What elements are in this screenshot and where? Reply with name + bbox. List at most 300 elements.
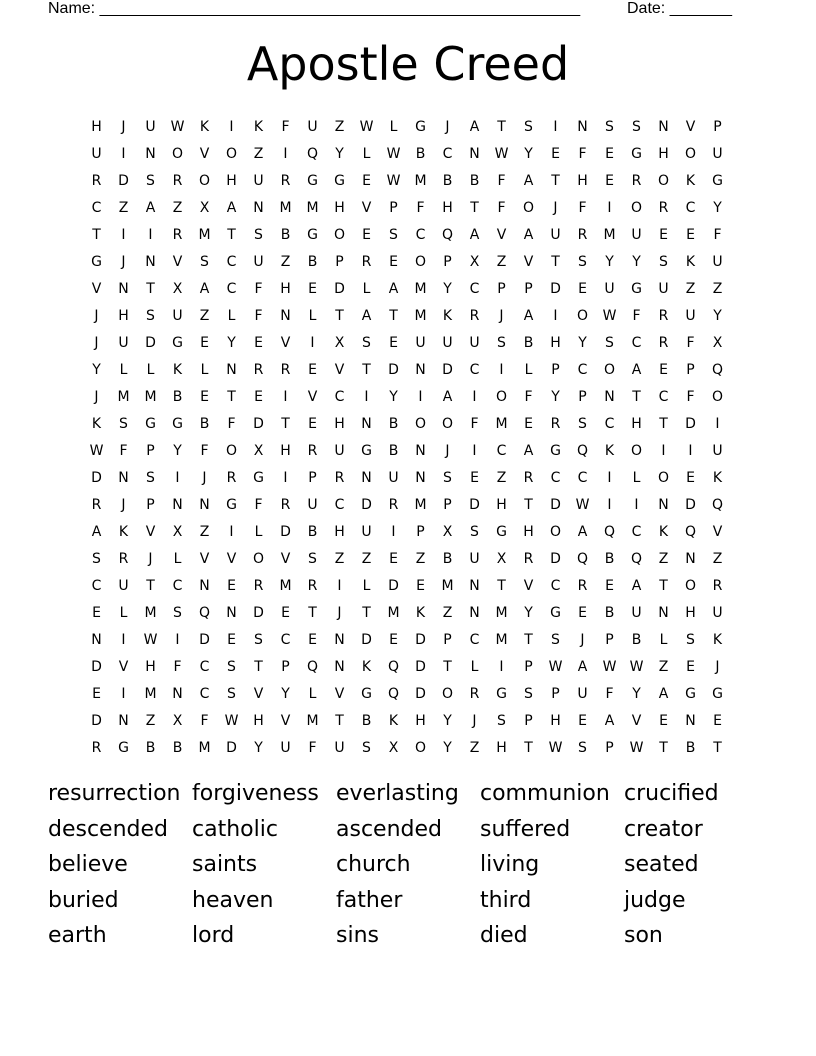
grid-letter[interactable]: E bbox=[389, 253, 398, 270]
grid-letter[interactable]: P bbox=[605, 632, 614, 649]
grid-letter[interactable]: R bbox=[658, 199, 669, 216]
grid-letter[interactable]: T bbox=[92, 226, 101, 243]
grid-letter[interactable]: J bbox=[94, 388, 99, 405]
grid-letter[interactable]: H bbox=[253, 713, 264, 730]
grid-letter[interactable]: P bbox=[308, 469, 317, 486]
grid-letter[interactable]: N bbox=[604, 388, 615, 405]
grid-letter[interactable]: M bbox=[279, 199, 292, 216]
grid-letter[interactable]: T bbox=[389, 307, 398, 324]
grid-letter[interactable]: J bbox=[121, 253, 126, 270]
grid-letter[interactable]: E bbox=[416, 578, 425, 595]
grid-letter[interactable]: P bbox=[578, 388, 587, 405]
grid-letter[interactable]: Y bbox=[443, 280, 452, 297]
grid-letter[interactable]: C bbox=[658, 388, 669, 405]
grid-letter[interactable]: D bbox=[685, 415, 696, 432]
grid-letter[interactable]: B bbox=[523, 334, 534, 351]
grid-letter[interactable]: B bbox=[145, 740, 156, 757]
grid-letter[interactable]: O bbox=[225, 442, 238, 459]
grid-letter[interactable]: D bbox=[118, 172, 129, 189]
grid-letter[interactable]: U bbox=[550, 226, 561, 243]
grid-letter[interactable]: M bbox=[144, 388, 157, 405]
grid-letter[interactable]: E bbox=[308, 632, 317, 649]
grid-letter[interactable]: R bbox=[577, 578, 588, 595]
grid-letter[interactable]: U bbox=[361, 523, 372, 540]
grid-letter[interactable]: S bbox=[470, 523, 479, 540]
grid-letter[interactable]: U bbox=[307, 496, 318, 513]
grid-letter[interactable]: P bbox=[146, 496, 155, 513]
grid-letter[interactable]: O bbox=[441, 686, 454, 703]
grid-letter[interactable]: S bbox=[362, 334, 371, 351]
grid-letter[interactable]: F bbox=[416, 199, 425, 216]
grid-letter[interactable]: D bbox=[415, 686, 426, 703]
grid-letter[interactable]: M bbox=[495, 415, 508, 432]
grid-letter[interactable]: Z bbox=[658, 659, 669, 676]
grid-letter[interactable]: A bbox=[577, 659, 588, 676]
grid-letter[interactable]: V bbox=[280, 334, 291, 351]
grid-letter[interactable]: Z bbox=[442, 605, 453, 622]
grid-letter[interactable]: I bbox=[310, 334, 315, 351]
grid-letter[interactable]: K bbox=[442, 307, 453, 324]
grid-letter[interactable]: O bbox=[414, 415, 427, 432]
grid-letter[interactable]: E bbox=[578, 280, 587, 297]
grid-letter[interactable]: D bbox=[415, 632, 426, 649]
grid-letter[interactable]: C bbox=[469, 280, 480, 297]
grid-letter[interactable]: S bbox=[146, 469, 155, 486]
grid-letter[interactable]: I bbox=[175, 469, 180, 486]
grid-letter[interactable]: P bbox=[335, 253, 344, 270]
grid-letter[interactable]: P bbox=[524, 659, 533, 676]
grid-letter[interactable]: N bbox=[415, 442, 426, 459]
grid-letter[interactable]: W bbox=[575, 496, 590, 513]
grid-letter[interactable]: C bbox=[172, 578, 183, 595]
grid-letter[interactable]: D bbox=[550, 551, 561, 568]
grid-letter[interactable]: V bbox=[253, 686, 264, 703]
grid-letter[interactable]: V bbox=[334, 686, 345, 703]
grid-letter[interactable]: R bbox=[253, 578, 264, 595]
grid-letter[interactable]: Y bbox=[227, 334, 236, 351]
grid-letter[interactable]: U bbox=[91, 145, 102, 162]
grid-letter[interactable]: D bbox=[442, 361, 453, 378]
grid-letter[interactable]: G bbox=[712, 686, 723, 703]
grid-letter[interactable]: V bbox=[631, 713, 642, 730]
grid-letter[interactable]: Q bbox=[630, 551, 643, 568]
grid-letter[interactable]: E bbox=[389, 334, 398, 351]
grid-letter[interactable]: K bbox=[604, 442, 615, 459]
grid-letter[interactable]: V bbox=[91, 280, 102, 297]
grid-letter[interactable]: A bbox=[523, 172, 534, 189]
grid-letter[interactable]: L bbox=[308, 307, 317, 324]
grid-letter[interactable]: N bbox=[334, 659, 345, 676]
grid-letter[interactable]: D bbox=[388, 578, 399, 595]
grid-letter[interactable]: X bbox=[172, 280, 183, 297]
grid-letter[interactable]: Z bbox=[199, 523, 210, 540]
grid-letter[interactable]: S bbox=[254, 632, 263, 649]
grid-letter[interactable]: F bbox=[254, 280, 263, 297]
grid-letter[interactable]: T bbox=[362, 605, 371, 622]
grid-letter[interactable]: T bbox=[713, 740, 722, 757]
grid-letter[interactable]: R bbox=[280, 496, 291, 513]
grid-letter[interactable]: M bbox=[414, 280, 427, 297]
grid-letter[interactable]: V bbox=[307, 388, 318, 405]
grid-letter[interactable]: T bbox=[524, 496, 533, 513]
grid-letter[interactable]: U bbox=[469, 334, 480, 351]
grid-letter[interactable]: L bbox=[254, 523, 263, 540]
grid-letter[interactable]: I bbox=[499, 659, 504, 676]
grid-letter[interactable]: U bbox=[712, 253, 723, 270]
grid-letter[interactable]: O bbox=[576, 307, 589, 324]
grid-letter[interactable]: M bbox=[144, 605, 157, 622]
grid-letter[interactable]: G bbox=[307, 172, 318, 189]
grid-letter[interactable]: Z bbox=[361, 551, 372, 568]
grid-letter[interactable]: S bbox=[605, 118, 614, 135]
grid-letter[interactable]: I bbox=[148, 226, 153, 243]
grid-letter[interactable]: I bbox=[553, 118, 558, 135]
grid-letter[interactable]: K bbox=[199, 118, 210, 135]
grid-letter[interactable]: G bbox=[550, 605, 561, 622]
grid-letter[interactable]: Y bbox=[281, 686, 290, 703]
grid-letter[interactable]: Z bbox=[118, 199, 129, 216]
grid-letter[interactable]: E bbox=[686, 659, 695, 676]
grid-letter[interactable]: M bbox=[414, 172, 427, 189]
grid-letter[interactable]: M bbox=[495, 605, 508, 622]
grid-letter[interactable]: Q bbox=[306, 659, 319, 676]
grid-letter[interactable]: D bbox=[361, 496, 372, 513]
grid-letter[interactable]: E bbox=[254, 388, 263, 405]
grid-letter[interactable]: G bbox=[361, 442, 372, 459]
grid-letter[interactable]: H bbox=[550, 713, 561, 730]
grid-letter[interactable]: X bbox=[253, 442, 264, 459]
grid-letter[interactable]: V bbox=[685, 118, 696, 135]
grid-letter[interactable]: C bbox=[685, 199, 696, 216]
grid-letter[interactable]: C bbox=[469, 361, 480, 378]
grid-letter[interactable]: W bbox=[224, 713, 239, 730]
grid-letter[interactable]: R bbox=[658, 334, 669, 351]
grid-letter[interactable]: V bbox=[496, 226, 507, 243]
grid-letter[interactable]: P bbox=[497, 280, 506, 297]
grid-letter[interactable]: N bbox=[361, 415, 372, 432]
grid-letter[interactable]: E bbox=[578, 713, 587, 730]
grid-letter[interactable]: H bbox=[442, 199, 453, 216]
grid-letter[interactable]: Q bbox=[684, 523, 697, 540]
grid-letter[interactable]: C bbox=[604, 415, 615, 432]
grid-letter[interactable]: J bbox=[715, 659, 720, 676]
grid-letter[interactable]: M bbox=[387, 605, 400, 622]
grid-letter[interactable]: G bbox=[496, 523, 507, 540]
grid-letter[interactable]: X bbox=[496, 551, 507, 568]
grid-letter[interactable]: F bbox=[470, 415, 479, 432]
grid-letter[interactable]: N bbox=[334, 632, 345, 649]
grid-letter[interactable]: W bbox=[629, 659, 644, 676]
grid-letter[interactable]: O bbox=[171, 145, 184, 162]
grid-letter[interactable]: L bbox=[227, 307, 236, 324]
grid-letter[interactable]: I bbox=[553, 307, 558, 324]
grid-letter[interactable]: F bbox=[200, 442, 209, 459]
grid-letter[interactable]: T bbox=[470, 199, 479, 216]
grid-letter[interactable]: B bbox=[307, 523, 318, 540]
grid-letter[interactable]: P bbox=[524, 713, 533, 730]
grid-letter[interactable]: H bbox=[118, 307, 129, 324]
grid-letter[interactable]: I bbox=[283, 388, 288, 405]
grid-letter[interactable]: U bbox=[280, 740, 291, 757]
grid-letter[interactable]: P bbox=[551, 361, 560, 378]
grid-letter[interactable]: P bbox=[713, 118, 722, 135]
grid-letter[interactable]: S bbox=[146, 307, 155, 324]
grid-letter[interactable]: I bbox=[715, 415, 720, 432]
grid-letter[interactable]: X bbox=[334, 334, 345, 351]
grid-letter[interactable]: R bbox=[388, 496, 399, 513]
grid-letter[interactable]: I bbox=[607, 199, 612, 216]
grid-letter[interactable]: S bbox=[659, 253, 668, 270]
grid-letter[interactable]: A bbox=[442, 388, 453, 405]
grid-letter[interactable]: I bbox=[607, 496, 612, 513]
grid-letter[interactable]: I bbox=[229, 118, 234, 135]
grid-letter[interactable]: G bbox=[334, 172, 345, 189]
grid-letter[interactable]: Y bbox=[443, 740, 452, 757]
grid-letter[interactable]: O bbox=[711, 388, 724, 405]
grid-letter[interactable]: I bbox=[283, 145, 288, 162]
grid-letter[interactable]: R bbox=[91, 740, 102, 757]
grid-letter[interactable]: K bbox=[361, 659, 372, 676]
grid-letter[interactable]: R bbox=[91, 496, 102, 513]
grid-letter[interactable]: M bbox=[144, 686, 157, 703]
grid-letter[interactable]: E bbox=[524, 415, 533, 432]
grid-letter[interactable]: A bbox=[226, 199, 237, 216]
grid-letter[interactable]: O bbox=[225, 145, 238, 162]
grid-letter[interactable]: F bbox=[281, 118, 290, 135]
grid-letter[interactable]: C bbox=[442, 145, 453, 162]
grid-letter[interactable]: P bbox=[443, 632, 452, 649]
grid-letter[interactable]: X bbox=[199, 199, 210, 216]
grid-letter[interactable]: J bbox=[121, 118, 126, 135]
grid-letter[interactable]: L bbox=[308, 686, 317, 703]
grid-letter[interactable]: J bbox=[121, 496, 126, 513]
grid-letter[interactable]: K bbox=[685, 253, 696, 270]
grid-letter[interactable]: J bbox=[445, 442, 450, 459]
date-field[interactable]: Date: _______ bbox=[627, 0, 732, 17]
grid-letter[interactable]: Z bbox=[712, 551, 723, 568]
grid-letter[interactable]: O bbox=[441, 415, 454, 432]
grid-letter[interactable]: E bbox=[308, 415, 317, 432]
grid-letter[interactable]: S bbox=[200, 253, 209, 270]
grid-letter[interactable]: D bbox=[226, 740, 237, 757]
grid-letter[interactable]: Z bbox=[712, 280, 723, 297]
grid-letter[interactable]: M bbox=[414, 496, 427, 513]
grid-letter[interactable]: L bbox=[119, 361, 128, 378]
grid-letter[interactable]: T bbox=[308, 605, 317, 622]
grid-letter[interactable]: B bbox=[307, 253, 318, 270]
grid-letter[interactable]: T bbox=[659, 740, 668, 757]
grid-letter[interactable]: Z bbox=[253, 145, 264, 162]
grid-letter[interactable]: N bbox=[469, 605, 480, 622]
grid-letter[interactable]: N bbox=[226, 361, 237, 378]
grid-letter[interactable]: S bbox=[524, 686, 533, 703]
grid-letter[interactable]: Y bbox=[713, 199, 722, 216]
grid-letter[interactable]: T bbox=[281, 415, 290, 432]
grid-letter[interactable]: E bbox=[659, 226, 668, 243]
grid-letter[interactable]: F bbox=[497, 199, 506, 216]
grid-letter[interactable]: Z bbox=[199, 307, 210, 324]
grid-letter[interactable]: L bbox=[362, 280, 371, 297]
grid-letter[interactable]: P bbox=[389, 199, 398, 216]
grid-letter[interactable]: C bbox=[577, 361, 588, 378]
grid-letter[interactable]: S bbox=[227, 659, 236, 676]
grid-letter[interactable]: W bbox=[548, 659, 563, 676]
grid-letter[interactable]: E bbox=[389, 632, 398, 649]
grid-letter[interactable]: E bbox=[227, 632, 236, 649]
grid-letter[interactable]: A bbox=[91, 523, 102, 540]
grid-letter[interactable]: E bbox=[308, 361, 317, 378]
grid-letter[interactable]: P bbox=[416, 523, 425, 540]
grid-letter[interactable]: W bbox=[359, 118, 374, 135]
grid-letter[interactable]: Z bbox=[685, 280, 696, 297]
grid-letter[interactable]: F bbox=[686, 388, 695, 405]
grid-letter[interactable]: F bbox=[254, 307, 263, 324]
grid-letter[interactable]: B bbox=[280, 226, 291, 243]
grid-letter[interactable]: H bbox=[280, 442, 291, 459]
grid-letter[interactable]: M bbox=[117, 388, 130, 405]
grid-letter[interactable]: S bbox=[686, 632, 695, 649]
grid-letter[interactable]: D bbox=[145, 334, 156, 351]
grid-letter[interactable]: G bbox=[172, 415, 183, 432]
grid-letter[interactable]: Q bbox=[711, 496, 724, 513]
grid-letter[interactable]: R bbox=[91, 172, 102, 189]
grid-letter[interactable]: B bbox=[388, 442, 399, 459]
grid-letter[interactable]: S bbox=[362, 740, 371, 757]
grid-letter[interactable]: L bbox=[119, 605, 128, 622]
grid-letter[interactable]: I bbox=[472, 442, 477, 459]
grid-letter[interactable]: O bbox=[657, 469, 670, 486]
grid-letter[interactable]: N bbox=[415, 361, 426, 378]
grid-letter[interactable]: N bbox=[280, 307, 291, 324]
grid-letter[interactable]: V bbox=[226, 551, 237, 568]
grid-letter[interactable]: G bbox=[118, 740, 129, 757]
grid-letter[interactable]: S bbox=[578, 740, 587, 757]
grid-letter[interactable]: B bbox=[172, 740, 183, 757]
grid-letter[interactable]: O bbox=[495, 388, 508, 405]
grid-letter[interactable]: X bbox=[469, 253, 480, 270]
grid-letter[interactable]: J bbox=[148, 551, 153, 568]
grid-letter[interactable]: V bbox=[280, 551, 291, 568]
grid-letter[interactable]: Z bbox=[415, 551, 426, 568]
grid-letter[interactable]: M bbox=[306, 199, 319, 216]
grid-letter[interactable]: U bbox=[334, 442, 345, 459]
grid-letter[interactable]: G bbox=[685, 686, 696, 703]
grid-letter[interactable]: I bbox=[634, 496, 639, 513]
grid-letter[interactable]: D bbox=[388, 361, 399, 378]
grid-letter[interactable]: S bbox=[524, 118, 533, 135]
grid-letter[interactable]: O bbox=[684, 578, 697, 595]
grid-letter[interactable]: C bbox=[550, 578, 561, 595]
grid-letter[interactable]: N bbox=[658, 605, 669, 622]
grid-letter[interactable]: F bbox=[497, 172, 506, 189]
grid-letter[interactable]: B bbox=[442, 172, 453, 189]
grid-letter[interactable]: J bbox=[94, 307, 99, 324]
grid-letter[interactable]: G bbox=[361, 686, 372, 703]
grid-letter[interactable]: R bbox=[361, 253, 372, 270]
grid-letter[interactable]: I bbox=[607, 469, 612, 486]
grid-letter[interactable]: Z bbox=[496, 253, 507, 270]
grid-letter[interactable]: E bbox=[281, 605, 290, 622]
grid-letter[interactable]: M bbox=[198, 226, 211, 243]
grid-letter[interactable]: U bbox=[469, 551, 480, 568]
grid-letter[interactable]: M bbox=[603, 226, 616, 243]
grid-letter[interactable]: I bbox=[472, 388, 477, 405]
grid-letter[interactable]: A bbox=[577, 523, 588, 540]
grid-letter[interactable]: T bbox=[443, 659, 452, 676]
grid-letter[interactable]: I bbox=[391, 523, 396, 540]
grid-letter[interactable]: W bbox=[143, 632, 158, 649]
grid-letter[interactable]: Z bbox=[496, 469, 507, 486]
grid-letter[interactable]: I bbox=[121, 686, 126, 703]
grid-letter[interactable]: E bbox=[92, 605, 101, 622]
grid-letter[interactable]: T bbox=[362, 361, 371, 378]
grid-letter[interactable]: C bbox=[550, 469, 561, 486]
grid-letter[interactable]: N bbox=[469, 578, 480, 595]
grid-letter[interactable]: L bbox=[389, 118, 398, 135]
grid-letter[interactable]: G bbox=[550, 442, 561, 459]
grid-letter[interactable]: F bbox=[578, 199, 587, 216]
grid-letter[interactable]: O bbox=[414, 253, 427, 270]
grid-letter[interactable]: D bbox=[280, 523, 291, 540]
grid-letter[interactable]: F bbox=[605, 686, 614, 703]
grid-letter[interactable]: J bbox=[580, 632, 585, 649]
grid-letter[interactable]: T bbox=[146, 280, 155, 297]
grid-letter[interactable]: E bbox=[362, 172, 371, 189]
grid-letter[interactable]: Y bbox=[389, 388, 398, 405]
grid-letter[interactable]: C bbox=[91, 199, 102, 216]
grid-letter[interactable]: G bbox=[253, 469, 264, 486]
grid-letter[interactable]: S bbox=[497, 334, 506, 351]
grid-letter[interactable]: R bbox=[550, 415, 561, 432]
grid-letter[interactable]: P bbox=[686, 361, 695, 378]
grid-letter[interactable]: S bbox=[308, 551, 317, 568]
grid-letter[interactable]: U bbox=[118, 578, 129, 595]
grid-letter[interactable]: Q bbox=[576, 442, 589, 459]
grid-letter[interactable]: L bbox=[362, 145, 371, 162]
grid-letter[interactable]: N bbox=[685, 551, 696, 568]
grid-letter[interactable]: A bbox=[631, 361, 642, 378]
grid-letter[interactable]: C bbox=[631, 334, 642, 351]
grid-letter[interactable]: W bbox=[602, 307, 617, 324]
grid-letter[interactable]: V bbox=[334, 361, 345, 378]
grid-letter[interactable]: A bbox=[145, 199, 156, 216]
grid-letter[interactable]: E bbox=[578, 605, 587, 622]
grid-letter[interactable]: S bbox=[389, 226, 398, 243]
grid-letter[interactable]: U bbox=[415, 334, 426, 351]
grid-letter[interactable]: L bbox=[659, 632, 668, 649]
grid-letter[interactable]: S bbox=[119, 415, 128, 432]
grid-letter[interactable]: H bbox=[91, 118, 102, 135]
grid-letter[interactable]: N bbox=[118, 713, 129, 730]
grid-letter[interactable]: H bbox=[415, 713, 426, 730]
grid-letter[interactable]: O bbox=[252, 551, 265, 568]
grid-letter[interactable]: N bbox=[172, 686, 183, 703]
grid-letter[interactable]: S bbox=[92, 551, 101, 568]
grid-letter[interactable]: W bbox=[602, 659, 617, 676]
grid-letter[interactable]: D bbox=[91, 713, 102, 730]
grid-letter[interactable]: F bbox=[578, 145, 587, 162]
grid-letter[interactable]: R bbox=[307, 442, 318, 459]
grid-letter[interactable]: V bbox=[523, 578, 534, 595]
grid-letter[interactable]: E bbox=[200, 388, 209, 405]
grid-letter[interactable]: S bbox=[578, 415, 587, 432]
grid-letter[interactable]: H bbox=[334, 199, 345, 216]
grid-letter[interactable]: C bbox=[199, 659, 210, 676]
grid-letter[interactable]: Y bbox=[632, 686, 641, 703]
grid-letter[interactable]: A bbox=[658, 686, 669, 703]
grid-letter[interactable]: T bbox=[335, 307, 344, 324]
grid-letter[interactable]: R bbox=[118, 551, 129, 568]
